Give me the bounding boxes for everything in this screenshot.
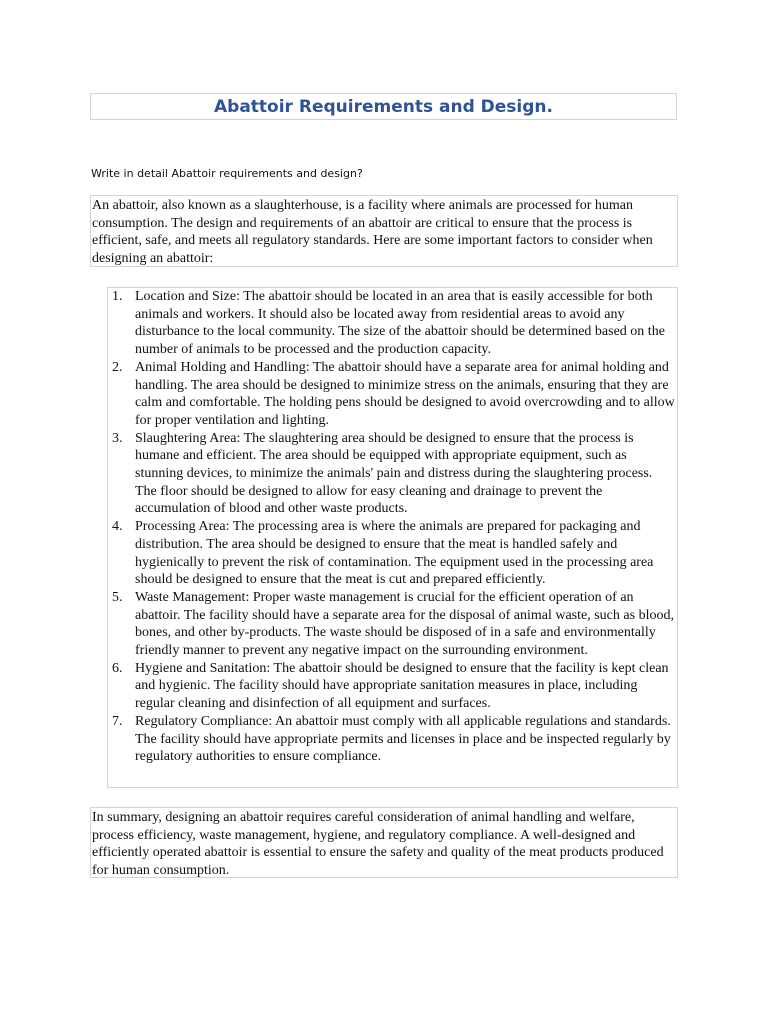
list-item bbox=[108, 713, 677, 766]
list-item bbox=[108, 430, 677, 519]
list-item-text: Waste Management: Proper waste management is crucial for the efficient operation of an abattoir. The facility should have a separate area for the disposal of animal waste, such as blood, bones, and other by-products. The waste should be disposed of in a safe and environmentally friendly manner to prevent any negative impact on the surrounding environment. bbox=[135, 589, 674, 659]
list-item bbox=[108, 589, 677, 660]
list-item-number: 5. bbox=[112, 589, 123, 605]
intro-paragraph: An abattoir, also known as a slaughterhouse, is a facility where animals are processed for human consumption. The design and requirements of an abattoir are critical to ensure that the process is efficient, safe, and meets all regulatory standards. Here are some important factors to consider when designing an abattoir: bbox=[92, 198, 653, 267]
list-item bbox=[108, 288, 677, 359]
summary-box bbox=[90, 807, 678, 878]
list-item bbox=[108, 359, 677, 430]
list-item-number: 3. bbox=[112, 430, 123, 446]
list-item bbox=[108, 660, 677, 713]
intro-box bbox=[90, 195, 678, 267]
question-text: Write in detail Abattoir requirements and design? bbox=[91, 167, 363, 180]
list-item-number: 6. bbox=[112, 660, 123, 676]
list-item-number: 2. bbox=[112, 359, 123, 375]
list-item-text: Animal Holding and Handling: The abattoir should have a separate area for animal holding and handling. The area should be designed to minimize stress on the animals, ensuring that they are calm and comfortable. The holding pens should be designed to avoid overcrowding and to allow for proper ventilation and lighting. bbox=[135, 359, 675, 428]
title-box bbox=[90, 93, 677, 120]
requirements-list bbox=[108, 288, 677, 766]
document-title: Abattoir Requirements and Design. bbox=[214, 97, 553, 117]
list-item-number: 4. bbox=[112, 519, 123, 535]
list-item-text: Slaughtering Area: The slaughtering area should be designed to ensure that the process is humane and efficient. The area should be equipped with appropriate equipment, such as stunning devices, to minimize the animals' pain and distress during the slaughtering process. The floor should be designed to allow for easy cleaning and drainage to prevent the accumulation of blood and other waste products. bbox=[135, 430, 653, 517]
summary-paragraph: In summary, designing an abattoir requires careful consideration of animal handling and welfare, process efficiency, waste management, hygiene, and regulatory compliance. A well-designed and efficiently operated abattoir is essential to ensure the safety and quality of the meat products produced for human consumption. bbox=[92, 810, 664, 879]
list-item bbox=[108, 518, 677, 589]
list-item-number: 7. bbox=[112, 713, 123, 729]
list-item-text: Hygiene and Sanitation: The abattoir should be designed to ensure that the facility is kept clean and hygienic. The facility should have appropriate sanitation measures in place, including regular cleaning and disinfection of all equipment and surfaces. bbox=[135, 660, 669, 712]
list-item-text: Processing Area: The processing area is where the animals are prepared for packaging and distribution. The area should be designed to ensure that the meat is handled safely and hygienically to prevent the risk of contamination. The equipment used in the processing area should be designed to ensure that the meat is cut and prepared efficiently. bbox=[135, 519, 654, 588]
list-item-text: Regulatory Compliance: An abattoir must comply with all applicable regulations and standards. The facility should have appropriate permits and licenses in place and be inspected regularly by regulatory authorities to ensure compliance. bbox=[135, 713, 671, 765]
list-item-text: Location and Size: The abattoir should be located in an area that is easily accessible for both animals and workers. It should also be located away from residential areas to avoid any disturbance to the local community. The size of the abattoir should be determined based on the number of animals to be processed and the production capacity. bbox=[135, 289, 665, 358]
requirements-list-box bbox=[107, 287, 678, 788]
list-item-number: 1. bbox=[112, 289, 123, 304]
